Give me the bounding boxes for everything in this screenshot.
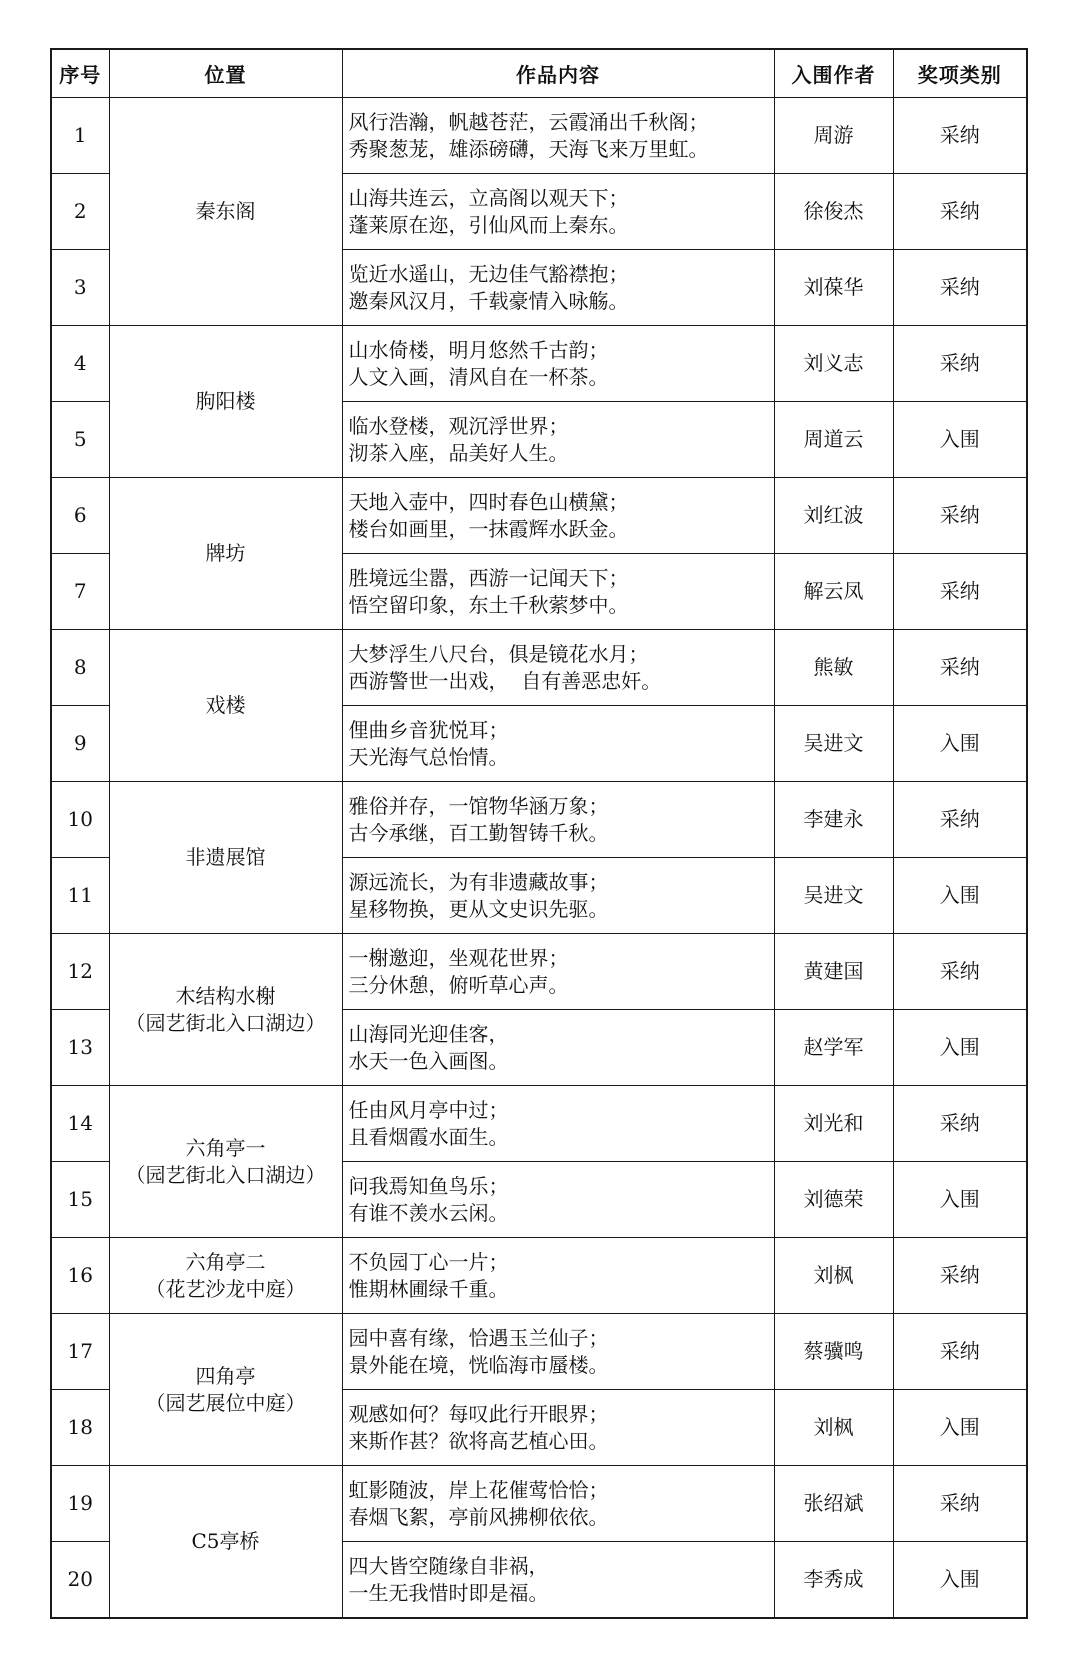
row-number: 12 [51,934,109,1010]
author-name: 解云凤 [774,554,893,630]
award-category: 入围 [893,1390,1027,1466]
location-cell [109,1086,342,1238]
row-number: 5 [51,402,109,478]
couplet-content [342,250,774,326]
couplet-line-2: 有谁不羡水云闲。 [348,1200,509,1225]
couplet-content [342,1238,774,1314]
location-name: 木结构水榭 [175,983,276,1008]
location-name: 朐阳楼 [195,389,256,413]
row-number: 4 [51,326,109,402]
couplet-line-1: 大梦浮生八尺台，俱是镜花水月； [348,641,649,666]
header-row [51,49,1027,98]
couplet-content [342,1466,774,1542]
row-number: 1 [51,98,109,174]
couplet-line-1: 胜境远尘嚣，西游一记闻天下； [348,565,629,590]
couplet-line-2: 水天一色入画图。 [348,1048,509,1073]
table-row [51,478,1027,554]
couplet-content [342,782,774,858]
couplet-line-1: 俚曲乡音犹悦耳； [348,717,509,742]
location-name: 六角亭二 [185,1249,266,1274]
row-number: 19 [51,1466,109,1542]
header-author: 入围作者 [774,49,893,98]
couplet-line-1: 一榭邀迎，坐观花世界； [348,945,569,970]
couplet-content [342,326,774,402]
award-category: 入围 [893,858,1027,934]
header-award: 奖项类别 [893,49,1027,98]
couplet-line-2: 楼台如画里，一抹霞辉水跃金。 [348,516,629,541]
couplet-line-2: 古今承继，百工勤智铸千秋。 [348,820,609,845]
author-name: 刘义志 [774,326,893,402]
table-row [51,98,1027,174]
author-name: 周道云 [774,402,893,478]
couplet-line-2: 沏茶入座，品美好人生。 [348,440,569,465]
author-name: 徐俊杰 [774,174,893,250]
couplet-line-2: 秀聚葱茏，雄添磅礴，天海飞来万里虹。 [348,136,709,161]
couplet-line-1: 山海同光迎佳客， [348,1021,509,1046]
header-content: 作品内容 [342,49,774,98]
location-cell [109,326,342,478]
award-category: 采纳 [893,1466,1027,1542]
header-no: 序号 [51,49,109,98]
couplet-line-2: 三分休憩，俯听草心声。 [348,972,569,997]
couplet-line-2: 邀秦风汉月，千载豪情入咏觞。 [348,288,629,313]
table-row [51,1086,1027,1162]
couplet-line-2: 惟期林圃绿千重。 [348,1276,509,1301]
couplet-line-2: 人文入画，清风自在一杯茶。 [348,364,609,389]
couplet-line-1: 风行浩瀚，帆越苍茫，云霞涌出千秋阁； [348,109,709,134]
award-category: 采纳 [893,326,1027,402]
row-number: 8 [51,630,109,706]
couplet-line-2: 星移物换，更从文史识先驱。 [348,896,609,921]
table-row [51,782,1027,858]
couplet-content [342,174,774,250]
couplet-content [342,98,774,174]
award-category: 采纳 [893,1238,1027,1314]
table-row [51,326,1027,402]
award-category: 采纳 [893,98,1027,174]
location-cell [109,478,342,630]
row-number: 18 [51,1390,109,1466]
row-number: 9 [51,706,109,782]
location-name: 四角亭 [195,1363,256,1388]
row-number: 11 [51,858,109,934]
location-name: C5亭桥 [191,1529,260,1553]
couplet-line-1: 任由风月亭中过； [348,1097,509,1122]
location-detail: （园艺街北入口湖边） [125,1162,326,1187]
location-name: 秦东阁 [195,199,256,223]
couplet-line-1: 四大皆空随缘自非祸， [348,1553,549,1578]
table-row [51,1466,1027,1542]
award-category: 入围 [893,1542,1027,1619]
couplet-content [342,554,774,630]
author-name: 赵学军 [774,1010,893,1086]
award-category: 采纳 [893,250,1027,326]
author-name: 熊敏 [774,630,893,706]
award-category: 采纳 [893,782,1027,858]
location-name: 非遗展馆 [185,845,266,869]
couplet-line-1: 不负园丁心一片； [348,1249,509,1274]
couplet-content [342,1086,774,1162]
location-cell [109,1466,342,1619]
couplet-content [342,1010,774,1086]
location-name: 牌坊 [205,541,246,565]
award-category: 采纳 [893,1086,1027,1162]
couplet-line-1: 虹影随波，岸上花催莺恰恰； [348,1477,609,1502]
row-number: 7 [51,554,109,630]
award-category: 采纳 [893,1314,1027,1390]
row-number: 2 [51,174,109,250]
couplet-line-2: 景外能在境，恍临海市蜃楼。 [348,1352,609,1377]
author-name: 吴进文 [774,706,893,782]
location-cell [109,1314,342,1466]
location-cell [109,934,342,1086]
couplet-content [342,706,774,782]
couplet-line-1: 览近水遥山，无边佳气豁襟抱； [348,261,629,286]
couplet-content [342,934,774,1010]
author-name: 刘光和 [774,1086,893,1162]
location-cell [109,782,342,934]
author-name: 刘枫 [774,1390,893,1466]
couplet-line-1: 问我焉知鱼鸟乐； [348,1173,509,1198]
award-category: 采纳 [893,934,1027,1010]
row-number: 10 [51,782,109,858]
award-category: 采纳 [893,478,1027,554]
author-name: 刘德荣 [774,1162,893,1238]
location-cell [109,630,342,782]
table-row [51,630,1027,706]
award-category: 采纳 [893,554,1027,630]
award-category: 入围 [893,706,1027,782]
author-name: 蔡骥鸣 [774,1314,893,1390]
row-number: 13 [51,1010,109,1086]
author-name: 李建永 [774,782,893,858]
location-name: 六角亭一 [185,1135,266,1160]
row-number: 20 [51,1542,109,1619]
row-number: 16 [51,1238,109,1314]
couplet-line-1: 天地入壶中，四时春色山横黛； [348,489,629,514]
author-name: 吴进文 [774,858,893,934]
couplet-line-1: 观感如何？每叹此行开眼界； [348,1401,609,1426]
award-category: 入围 [893,402,1027,478]
couplet-line-1: 源远流长，为有非遗藏故事； [348,869,609,894]
award-category: 采纳 [893,630,1027,706]
couplet-line-2: 春烟飞絮，亭前风拂柳依依。 [348,1504,609,1529]
location-cell [109,1238,342,1314]
couplet-content [342,1542,774,1619]
couplet-line-2: 西游警世一出戏， 自有善恶忠奸。 [348,668,662,693]
couplet-content [342,630,774,706]
author-name: 刘红波 [774,478,893,554]
couplet-content [342,478,774,554]
table-row [51,1314,1027,1390]
location-detail: （花艺沙龙中庭） [145,1276,306,1301]
couplet-line-2: 悟空留印象，东土千秋萦梦中。 [348,592,629,617]
couplet-content [342,1162,774,1238]
row-number: 17 [51,1314,109,1390]
author-name: 张绍斌 [774,1466,893,1542]
award-category: 入围 [893,1162,1027,1238]
award-category: 入围 [893,1010,1027,1086]
author-name: 周游 [774,98,893,174]
location-detail: （园艺展位中庭） [145,1390,306,1415]
author-name: 刘枫 [774,1238,893,1314]
table-row [51,934,1027,1010]
location-detail: （园艺街北入口湖边） [125,1010,326,1035]
couplet-line-1: 雅俗并存，一馆物华涵万象； [348,793,609,818]
couplet-content [342,858,774,934]
row-number: 15 [51,1162,109,1238]
couplet-line-1: 临水登楼，观沉浮世界； [348,413,569,438]
couplet-line-1: 山海共连云，立高阁以观天下； [348,185,629,210]
award-table [50,48,1028,1619]
row-number: 3 [51,250,109,326]
couplet-line-2: 且看烟霞水面生。 [348,1124,509,1149]
couplet-line-2: 蓬莱原在迩，引仙风而上秦东。 [348,212,629,237]
couplet-content [342,1390,774,1466]
author-name: 刘葆华 [774,250,893,326]
couplet-content [342,1314,774,1390]
couplet-line-2: 一生无我惜时即是福。 [348,1580,549,1605]
award-category: 采纳 [893,174,1027,250]
table-body [51,98,1027,1619]
couplet-line-1: 山水倚楼，明月悠然千古韵； [348,337,609,362]
couplet-content [342,402,774,478]
location-cell [109,98,342,326]
couplet-line-1: 园中喜有缘，恰遇玉兰仙子； [348,1325,609,1350]
table-row [51,1238,1027,1314]
author-name: 黄建国 [774,934,893,1010]
row-number: 14 [51,1086,109,1162]
header-location: 位置 [109,49,342,98]
row-number: 6 [51,478,109,554]
couplet-line-2: 来斯作甚？欲将高艺植心田。 [348,1428,609,1453]
couplet-line-2: 天光海气总怡情。 [348,744,509,769]
location-name: 戏楼 [205,693,246,717]
author-name: 李秀成 [774,1542,893,1619]
